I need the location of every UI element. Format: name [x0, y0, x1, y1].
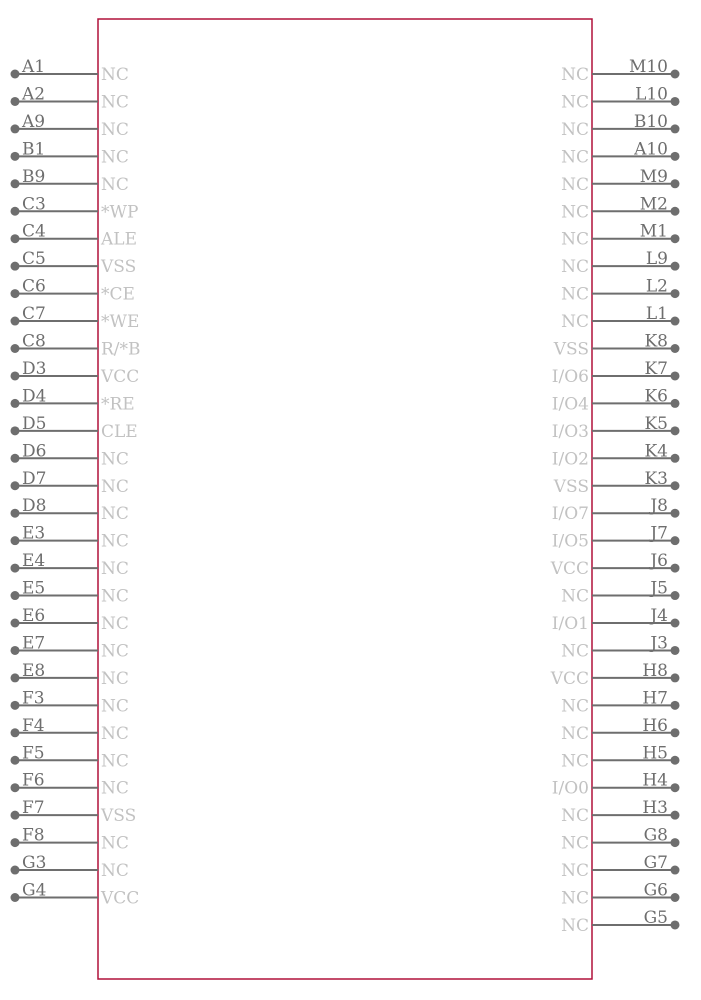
pin-endpoint-g4 [11, 893, 20, 902]
pin-signal-e3: NC [101, 531, 129, 552]
pin-number-b9: B9 [22, 166, 46, 187]
pin-endpoint-m2 [671, 207, 680, 216]
pin-endpoint-h5 [671, 756, 680, 765]
pin-signal-m2: NC [561, 202, 589, 223]
pin-signal-l9: NC [561, 257, 589, 278]
pin-signal-e4: NC [101, 559, 129, 580]
pin-number-j8: J8 [650, 496, 668, 517]
pin-endpoint-k7 [671, 371, 680, 380]
pin-endpoint-k4 [671, 454, 680, 463]
pin-number-d6: D6 [22, 441, 47, 462]
pin-number-c8: C8 [22, 331, 46, 352]
pin-number-d8: D8 [22, 496, 47, 517]
pin-endpoint-g3 [11, 866, 20, 875]
pin-number-h4: H4 [642, 770, 668, 791]
pin-signal-f5: NC [101, 751, 129, 772]
pin-number-h7: H7 [642, 688, 668, 709]
pin-endpoint-b10 [671, 124, 680, 133]
pin-number-j7: J7 [650, 523, 668, 544]
pin-signal-c8: R/*B [101, 339, 141, 360]
pin-endpoint-g7 [671, 866, 680, 875]
pin-number-c3: C3 [22, 194, 46, 215]
pin-endpoint-c8 [11, 344, 20, 353]
pin-signal-k6: I/O4 [551, 394, 589, 415]
pin-endpoint-e6 [11, 619, 20, 628]
pin-endpoint-j3 [671, 646, 680, 655]
pin-signal-e8: NC [101, 668, 129, 689]
pin-signal-f8: NC [101, 833, 129, 854]
pin-signal-d7: NC [101, 476, 129, 497]
pin-endpoint-e3 [11, 536, 20, 545]
pin-endpoint-c3 [11, 207, 20, 216]
pin-signal-k5: I/O3 [551, 421, 589, 442]
pin-endpoint-a9 [11, 124, 20, 133]
pin-signal-j5: NC [561, 586, 589, 607]
pin-endpoint-g6 [671, 893, 680, 902]
pin-signal-h6: NC [561, 723, 589, 744]
pin-signal-d5: CLE [101, 421, 138, 442]
pin-number-l2: L2 [645, 276, 668, 297]
pin-number-c4: C4 [22, 221, 46, 242]
pin-number-d7: D7 [22, 468, 47, 489]
pin-signal-g5: NC [561, 915, 589, 936]
pin-number-c5: C5 [22, 249, 46, 270]
pin-number-k8: K8 [644, 331, 668, 352]
pin-endpoint-f4 [11, 728, 20, 737]
pin-endpoint-d8 [11, 509, 20, 518]
pin-number-c6: C6 [22, 276, 46, 297]
pin-number-f6: F6 [22, 770, 45, 791]
pin-endpoint-h3 [671, 811, 680, 820]
pin-endpoint-h6 [671, 728, 680, 737]
pin-number-d5: D5 [22, 413, 47, 434]
pin-number-a9: A9 [22, 111, 46, 132]
pin-endpoint-h4 [671, 783, 680, 792]
pin-number-l10: L10 [635, 84, 668, 105]
pin-endpoint-c5 [11, 262, 20, 271]
pin-number-e7: E7 [22, 633, 46, 654]
pin-number-a10: A10 [634, 139, 668, 160]
pin-number-k7: K7 [644, 358, 668, 379]
left-pin-group [11, 57, 141, 909]
pin-endpoint-j5 [671, 591, 680, 600]
pin-endpoint-d3 [11, 371, 20, 380]
pin-signal-h4: I/O0 [551, 778, 589, 799]
pin-signal-k4: I/O2 [551, 449, 589, 470]
pin-endpoint-d6 [11, 454, 20, 463]
pin-number-f7: F7 [22, 798, 45, 819]
pin-signal-m1: NC [561, 229, 589, 250]
pin-signal-h7: NC [561, 696, 589, 717]
pin-signal-d3: VCC [101, 366, 140, 387]
pin-endpoint-m1 [671, 234, 680, 243]
pin-signal-l10: NC [561, 92, 589, 113]
pin-number-f3: F3 [22, 688, 45, 709]
pin-number-g3: G3 [22, 853, 47, 874]
pin-signal-m9: NC [561, 174, 589, 195]
pin-number-e4: E4 [22, 551, 46, 572]
pin-endpoint-f7 [11, 811, 20, 820]
pin-endpoint-d7 [11, 481, 20, 490]
pin-number-h6: H6 [642, 715, 668, 736]
pin-number-e3: E3 [22, 523, 46, 544]
pin-endpoint-f3 [11, 701, 20, 710]
pin-signal-c7: *WE [101, 312, 140, 333]
pin-endpoint-b1 [11, 152, 20, 161]
pin-endpoint-j6 [671, 564, 680, 573]
pin-endpoint-d5 [11, 426, 20, 435]
pin-endpoint-c7 [11, 317, 20, 326]
pin-endpoint-a10 [671, 152, 680, 161]
pin-signal-g8: NC [561, 833, 589, 854]
pin-endpoint-h8 [671, 673, 680, 682]
pin-signal-h5: NC [561, 751, 589, 772]
pin-number-j3: J3 [650, 633, 668, 654]
pin-signal-j3: NC [561, 641, 589, 662]
pin-number-j5: J5 [650, 578, 668, 599]
pin-number-c7: C7 [22, 304, 46, 325]
pin-endpoint-f8 [11, 838, 20, 847]
pin-endpoint-k8 [671, 344, 680, 353]
pin-number-d4: D4 [22, 386, 47, 407]
pin-number-k3: K3 [644, 468, 668, 489]
pin-endpoint-e7 [11, 646, 20, 655]
pin-endpoint-e4 [11, 564, 20, 573]
pin-endpoint-f5 [11, 756, 20, 765]
pin-endpoint-c4 [11, 234, 20, 243]
pin-endpoint-j4 [671, 619, 680, 628]
pin-signal-f3: NC [101, 696, 129, 717]
pin-endpoint-d4 [11, 399, 20, 408]
pin-signal-h8: VCC [550, 668, 589, 689]
pin-signal-a1: NC [101, 65, 129, 85]
pin-endpoint-e8 [11, 673, 20, 682]
pin-endpoint-m10 [671, 70, 680, 79]
pin-number-j4: J4 [650, 606, 668, 626]
pin-number-l9: L9 [645, 249, 668, 270]
pin-signal-f6: NC [101, 778, 129, 799]
pin-endpoint-k6 [671, 399, 680, 408]
pin-signal-c3: *WP [101, 202, 139, 223]
right-pin-group [550, 57, 680, 936]
pin-signal-m10: NC [561, 65, 589, 85]
pin-signal-l2: NC [561, 284, 589, 305]
pin-number-d3: D3 [22, 358, 47, 379]
pin-number-l1: L1 [645, 304, 668, 325]
pin-endpoint-l1 [671, 317, 680, 326]
pin-signal-a9: NC [101, 119, 129, 140]
pin-signal-h3: NC [561, 806, 589, 827]
pin-endpoint-a1 [11, 70, 20, 79]
pin-signal-g6: NC [561, 888, 589, 909]
pin-signal-k3: VSS [553, 476, 589, 497]
pin-signal-d4: *RE [101, 394, 135, 415]
pin-number-b1: B1 [22, 139, 46, 160]
pin-number-f4: F4 [22, 715, 45, 736]
pin-signal-l1: NC [561, 312, 589, 333]
pin-endpoint-m9 [671, 179, 680, 188]
pin-endpoint-j7 [671, 536, 680, 545]
pin-signal-e7: NC [101, 641, 129, 662]
pin-signal-e6: NC [101, 614, 129, 634]
pin-signal-j8: I/O7 [551, 504, 589, 525]
pin-signal-b1: NC [101, 147, 129, 168]
pin-number-h3: H3 [642, 798, 668, 819]
pin-signal-g3: NC [101, 861, 129, 882]
pin-signal-d8: NC [101, 504, 129, 525]
pin-endpoint-h7 [671, 701, 680, 710]
pin-endpoint-c6 [11, 289, 20, 298]
pin-endpoint-l10 [671, 97, 680, 106]
pin-signal-k7: I/O6 [551, 366, 589, 387]
pin-number-a2: A2 [22, 84, 46, 105]
pin-endpoint-j8 [671, 509, 680, 518]
pin-number-g5: G5 [643, 907, 668, 928]
pin-number-e6: E6 [22, 606, 46, 626]
pin-endpoint-k5 [671, 426, 680, 435]
pin-number-g6: G6 [643, 880, 668, 901]
pin-signal-g4: VCC [101, 888, 140, 909]
pin-signal-j7: I/O5 [551, 531, 589, 552]
pin-number-g8: G8 [643, 825, 668, 846]
pin-signal-f4: NC [101, 723, 129, 744]
pin-number-k6: K6 [644, 386, 668, 407]
pin-endpoint-g8 [671, 838, 680, 847]
pin-signal-b10: NC [561, 119, 589, 140]
pin-endpoint-e5 [11, 591, 20, 600]
pin-number-b10: B10 [633, 111, 668, 132]
pin-number-e5: E5 [22, 578, 46, 599]
pin-signal-k8: VSS [553, 339, 589, 360]
pin-number-e8: E8 [22, 660, 46, 681]
pin-endpoint-b9 [11, 179, 20, 188]
pin-endpoint-l2 [671, 289, 680, 298]
pin-endpoint-a2 [11, 97, 20, 106]
pin-signal-e5: NC [101, 586, 129, 607]
pin-signal-b9: NC [101, 174, 129, 195]
pin-number-h8: H8 [642, 660, 668, 681]
pin-number-k4: K4 [644, 441, 668, 462]
pin-number-j6: J6 [650, 551, 668, 572]
component-body [98, 19, 592, 979]
pin-number-h5: H5 [642, 743, 668, 764]
pin-number-m1: M1 [639, 221, 668, 242]
pin-signal-c6: *CE [101, 284, 135, 305]
pin-number-k5: K5 [644, 413, 668, 434]
pin-number-m10: M10 [628, 57, 668, 77]
pin-endpoint-g5 [671, 920, 680, 929]
pin-signal-j6: VCC [550, 559, 589, 580]
pin-endpoint-f6 [11, 783, 20, 792]
pin-signal-g7: NC [561, 861, 589, 882]
pin-signal-a10: NC [561, 147, 589, 168]
pin-number-a1: A1 [22, 57, 46, 77]
pin-signal-c5: VSS [101, 257, 137, 278]
pin-signal-a2: NC [101, 92, 129, 113]
pin-signal-j4: I/O1 [551, 614, 589, 634]
pin-number-m2: M2 [639, 194, 668, 215]
pin-signal-d6: NC [101, 449, 129, 470]
pin-signal-f7: VSS [101, 806, 137, 827]
pin-number-f8: F8 [22, 825, 45, 846]
pin-number-f5: F5 [22, 743, 45, 764]
pin-endpoint-k3 [671, 481, 680, 490]
pin-endpoint-l9 [671, 262, 680, 271]
pin-number-g4: G4 [22, 880, 47, 901]
pin-number-g7: G7 [643, 853, 668, 874]
pin-number-m9: M9 [639, 166, 668, 187]
pin-signal-c4: ALE [101, 229, 137, 250]
